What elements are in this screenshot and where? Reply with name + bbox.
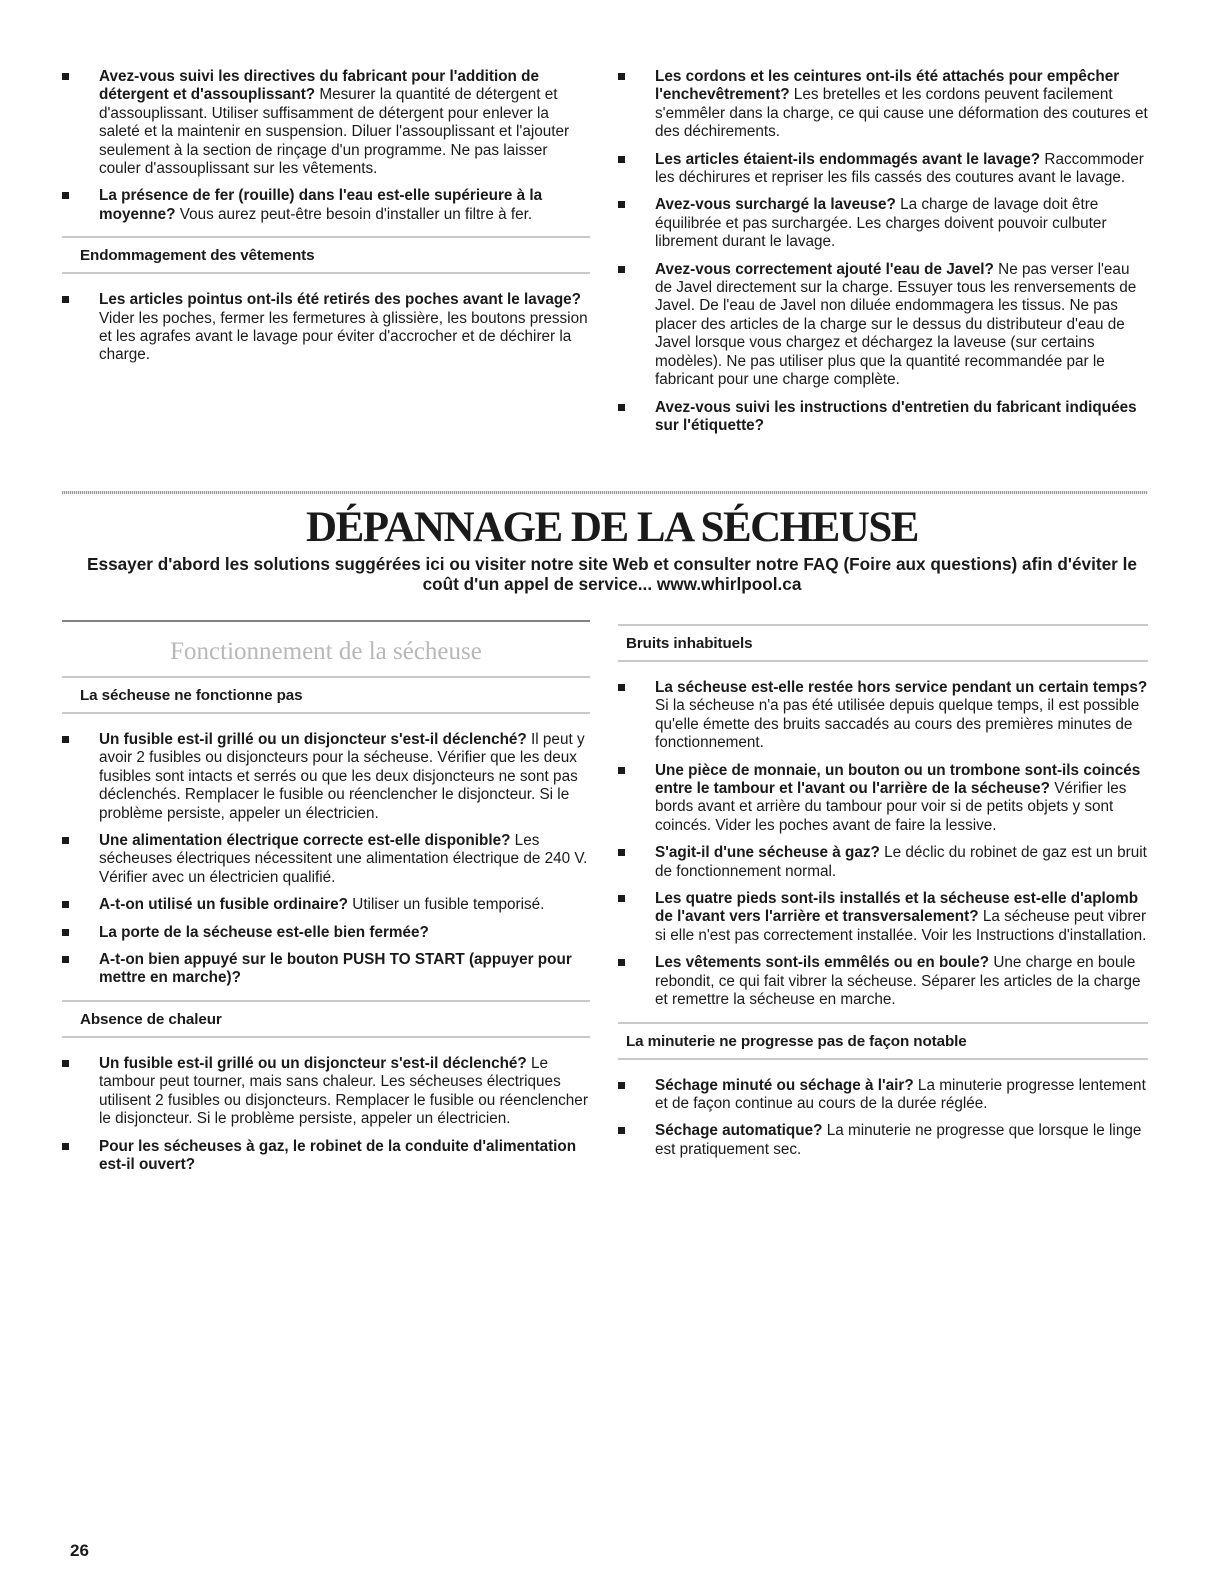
top-left-column	[62, 68, 590, 374]
bullet-square-icon	[618, 849, 625, 856]
bullet-square-icon	[618, 404, 625, 411]
section-heading: Bruits inhabituels	[618, 624, 1148, 662]
list-item: Une alimentation électrique correcte est-elle disponible? Les sécheuses électriques nécessitent une alimentation électrique de 240 V. Vérifier avec un électricien qualifié.	[62, 832, 590, 887]
dryer-not-running-list	[62, 731, 590, 988]
top-left-list-2	[62, 291, 590, 365]
bullet-square-icon	[62, 1143, 69, 1150]
bullet-square-icon	[618, 767, 625, 774]
list-item: Avez-vous suivi les instructions d'entretien du fabricant indiquées sur l'étiquette?	[618, 399, 1148, 436]
list-item: Un fusible est-il grillé ou un disjoncteur s'est-il déclenché? Il peut y avoir 2 fusibles ou disjoncteurs pour la sécheuse. Vérifier que les deux fusibles sont intacts et serrés ou que les deux disjoncteurs ne sont pas déclenchés. Remplacer le fusible ou réenclencher le disjoncteur. Si le problème persiste, appeler un électricien.	[62, 731, 590, 823]
bullet-square-icon	[618, 73, 625, 80]
bullet-square-icon	[618, 156, 625, 163]
top-right-list	[618, 68, 1148, 435]
bullet-square-icon	[62, 1060, 69, 1067]
list-item: Séchage automatique? La minuterie ne progresse que lorsque le linge est pratiquement sec.	[618, 1122, 1148, 1159]
list-item: Un fusible est-il grillé ou un disjoncteur s'est-il déclenché? Le tambour peut tourner, mais sans chaleur. Les sécheuses électriques utilisent 2 fusibles ou disjoncteurs. Remplacer le fusible ou réenclencher le disjoncteur. Si le problème persiste, appeler un électricien.	[62, 1055, 590, 1129]
section-heading: Endommagement des vêtements	[62, 236, 590, 274]
bullet-square-icon	[618, 895, 625, 902]
bullet-square-icon	[62, 192, 69, 199]
section-heading: La minuterie ne progresse pas de façon notable	[618, 1022, 1148, 1060]
list-item: A-t-on bien appuyé sur le bouton PUSH TO START (appuyer pour mettre en marche)?	[62, 951, 590, 988]
page-number: 26	[70, 1541, 89, 1560]
page-title: DÉPANNAGE DE LA SÉCHEUSE	[306, 504, 918, 551]
section-heading: La sécheuse ne fonctionne pas	[62, 676, 590, 714]
list-item: La présence de fer (rouille) dans l'eau est-elle supérieure à la moyenne? Vous aurez peut-être besoin d'installer un filtre à fer.	[62, 187, 590, 224]
section-heading: Absence de chaleur	[62, 1000, 590, 1038]
list-item: La porte de la sécheuse est-elle bien fermée?	[62, 924, 590, 942]
bullet-square-icon	[618, 959, 625, 966]
list-item: S'agit-il d'une sécheuse à gaz? Le déclic du robinet de gaz est un bruit de fonctionnement normal.	[618, 844, 1148, 881]
bottom-left-column	[62, 620, 590, 1183]
bullet-square-icon	[618, 1082, 625, 1089]
list-item: A-t-on utilisé un fusible ordinaire? Utiliser un fusible temporisé.	[62, 896, 590, 914]
bullet-square-icon	[62, 901, 69, 908]
list-item: Les quatre pieds sont-ils installés et la sécheuse est-elle d'aplomb de l'avant vers l'arrière et transversalement? La sécheuse peut vibrer si elle n'est pas correctement installée. Voir les Instructions d'installation.	[618, 890, 1148, 945]
top-right-column	[618, 68, 1148, 444]
list-item: Avez-vous suivi les directives du fabricant pour l'addition de détergent et d'assouplissant? Mesurer la quantité de détergent et d'assouplissant. Utiliser suffisamment de détergent pour enlever la saleté et la maintenir en suspension. Diluer l'assouplissant et l'ajouter seulement à la section de rinçage d'un programme. Ne pas laisser couler d'assouplissant sur les vêtements.	[62, 68, 590, 178]
bullet-square-icon	[618, 1127, 625, 1134]
bullet-square-icon	[62, 929, 69, 936]
list-item: Les vêtements sont-ils emmêlés ou en boule? Une charge en boule rebondit, ce qui fait vibrer la sécheuse. Séparer les articles de la charge et remettre la sécheuse en marche.	[618, 954, 1148, 1009]
bullet-square-icon	[618, 201, 625, 208]
list-item: Les cordons et les ceintures ont-ils été attachés pour empêcher l'enchevêtrement? Les bretelles et les cordons peuvent facilement s'emmêler dans la charge, ce qui cause une déformation des coutures et des déchirements.	[618, 68, 1148, 142]
bullet-square-icon	[618, 266, 625, 273]
list-item: Les articles pointus ont-ils été retirés des poches avant le lavage? Vider les poches, fermer les fermetures à glissière, les boutons pression et les agrafes avant le lavage pour éviter d'accrocher et de déchirer la charge.	[62, 291, 590, 365]
list-item: Les articles étaient-ils endommagés avant le lavage? Raccommoder les déchirures et repriser les fils cassés des coutures avant le lavage.	[618, 151, 1148, 188]
intro-text: Essayer d'abord les solutions suggérées ici ou visiter notre site Web et consulter notre FAQ (Foire aux questions) afin d'éviter le coût d'un appel de service... www.whirlpool.ca	[87, 554, 1137, 594]
bullet-square-icon	[62, 736, 69, 743]
list-item: La sécheuse est-elle restée hors service pendant un certain temps? Si la sécheuse n'a pas été utilisée depuis quelque temps, il est possible qu'elle émette des bruits saccadés au cours des premières minutes de fonctionnement.	[618, 679, 1148, 753]
bullet-square-icon	[618, 684, 625, 691]
bullet-square-icon	[62, 73, 69, 80]
list-item: Une pièce de monnaie, un bouton ou un trombone sont-ils coincés entre le tambour et l'avant ou l'arrière de la sécheuse? Vérifier les bords avant et arrière du tambour pour voir si de petits objets y sont coincés. Vider les poches avant de faire la lessive.	[618, 762, 1148, 836]
no-heat-list	[62, 1055, 590, 1174]
list-item: Avez-vous correctement ajouté l'eau de Javel? Ne pas verser l'eau de Javel directement sur la charge. Essuyer tous les renversements de Javel. De l'eau de Javel non diluée endommagera les tissus. Ne pas placer des articles de la charge sur le dessus du distributeur d'eau de Javel lorsque vous chargez et déchargez la laveuse (sur certains modèles). Ne pas utiliser plus que la quantité recommandée par le fabricant pour une charge complète.	[618, 261, 1148, 390]
list-item: Séchage minuté ou séchage à l'air? La minuterie progresse lentement et de façon continue au cours de la durée réglée.	[618, 1077, 1148, 1114]
bullet-square-icon	[62, 296, 69, 303]
list-item: Avez-vous surchargé la laveuse? La charge de lavage doit être équilibrée et pas surchargée. Les charges doivent pouvoir culbuter librement durant le lavage.	[618, 196, 1148, 251]
list-item: Pour les sécheuses à gaz, le robinet de la conduite d'alimentation est-il ouvert?	[62, 1138, 590, 1175]
bottom-right-column	[618, 624, 1148, 1168]
bullet-square-icon	[62, 956, 69, 963]
timer-list	[618, 1077, 1148, 1160]
section-title: Fonctionnement de la sécheuse	[62, 620, 590, 676]
unusual-noise-list	[618, 679, 1148, 1010]
divider	[62, 491, 1148, 494]
top-left-list	[62, 68, 590, 224]
bullet-square-icon	[62, 837, 69, 844]
